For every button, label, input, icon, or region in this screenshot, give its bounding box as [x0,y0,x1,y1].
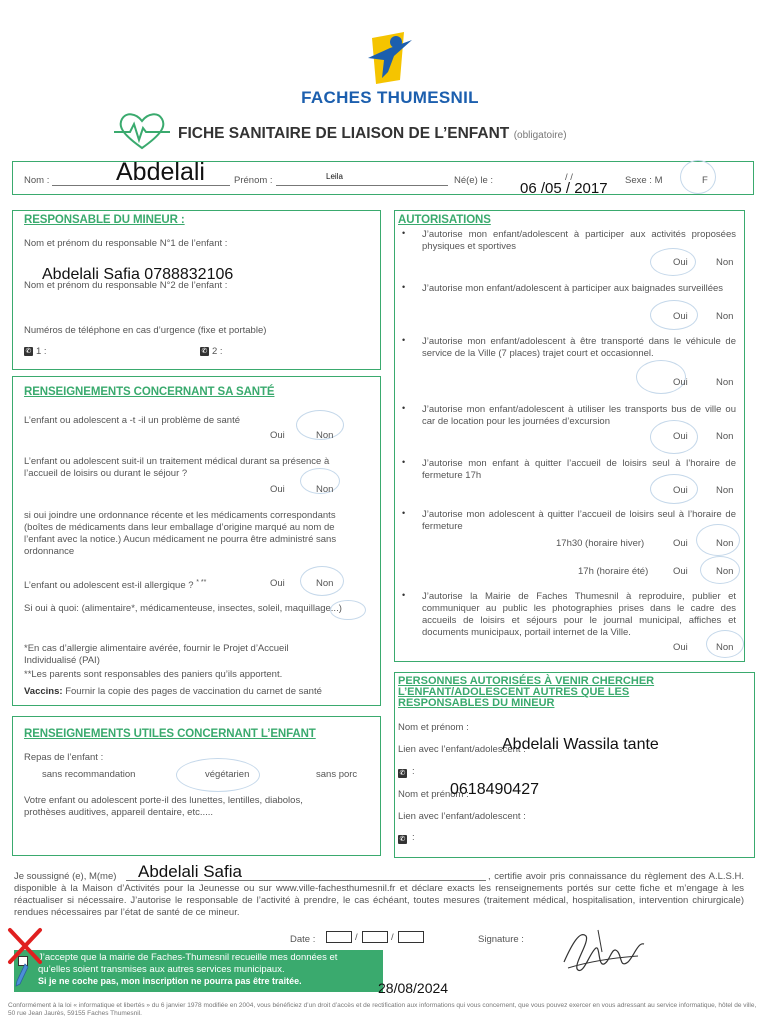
q1-non[interactable]: Non [316,430,334,441]
personne1-value[interactable]: Abdelali Wassila tante [502,736,659,753]
utiles-title: RENSEIGNEMENTS UTILES CONCERNANT L’ENFANT [24,728,316,740]
repas-sans-porc[interactable]: sans porc [316,769,358,780]
phone-icon: ✆ [25,348,32,355]
hiver-non[interactable]: Non [716,538,734,549]
bullet: • [402,508,406,518]
responsable-title: RESPONSABLE DU MINEUR : [24,214,185,226]
q2-oui[interactable]: Oui [270,484,285,495]
sante-q1: L’enfant ou adolescent a -t -il un problème de santé [24,415,241,426]
bullet: • [402,590,406,600]
date-day-field[interactable] [326,931,352,943]
prenom-value[interactable]: Leila [326,172,343,181]
auth4-non[interactable]: Non [716,431,734,442]
autorisation-6: J’autorise mon adolescent à quitter l’accueil de loisirs seul à l’horaire de fermeture [422,509,736,532]
vaccins-line [24,686,322,698]
vaccins-label: Vaccins: [24,686,63,697]
declaration-text: , certifie avoir pris connaissance du règlement des A.L.S.H. disponible à la Maison d’Activités pour la Jeunesse ou sur www.ville-fachesthumesnil.fr et déclare exacts les renseignements portés sur cette fiche et m’engage à les réactualiser si nécessaire. J’autorise le responsable de l’activité à prendre, le cas échéant, toutes mesures (traitement médical, hospitalisation, intervention chirurgicale) rendues nécessaires par l’état de santé de ce mineur. [14,871,744,918]
phone1-label: 1 : [36,346,47,357]
auth7-oui[interactable]: Oui [673,642,688,653]
horaire-hiver-label: 17h30 (horaire hiver) [556,538,645,549]
si-oui-label: Si oui à quoi: (alimentaire*, médicamenteuse, insectes, soleil, maquillage...) [24,603,342,614]
auth1-non[interactable]: Non [716,257,734,268]
personne1-phone-sep: : [412,766,415,777]
personne1-nom-label: Nom et prénom : [398,722,469,733]
city-logo-icon [360,28,420,88]
bullet: • [402,228,406,238]
footer-legal: Conformément à la loi « informatique et libertés » du 6 janvier 1978 modifiée en 2004, vous bénéficiez d’un droit d’accès et de rectification aux informations qui vous concernent, que vous pouvez exercer en vous adressant au service informatique, hôtel de ville, 50 rue Jean Jaurès, 59155 Faches Thumesnil. [8,1002,757,1017]
signature-drawing[interactable] [558,922,648,982]
q1-oui[interactable]: Oui [270,430,285,441]
hiver-oui[interactable]: Oui [673,538,688,549]
allergy-note2: **Les parents sont responsables des paniers qu’ils apportent. [24,669,283,680]
phone-icon: ✆ [201,348,208,355]
form-title [178,125,567,143]
bullet: • [402,335,406,345]
prenom-underline [276,185,448,186]
autorisation-1: J’autorise mon enfant/adolescent à participer aux activités proposées physiques et sportives [422,229,736,252]
ne-le-value[interactable]: 06 /05 / 2017 [520,180,608,197]
auth5-oui[interactable]: Oui [673,485,688,496]
q3-non[interactable]: Non [316,578,334,589]
pencil-icon [14,962,30,988]
phone-icon: ✆ [399,836,406,843]
q3-oui[interactable]: Oui [270,578,285,589]
sexe-m-circle[interactable] [680,160,716,194]
date-sep: / [355,932,358,943]
autorisation-4: J’autorise mon enfant/adolescent à utiliser les transports bus de ville ou car de location pour les journées d’excursion [422,404,736,427]
ete-oui[interactable]: Oui [673,566,688,577]
personne2-nom-label: Nom et prénom : [398,789,469,800]
lunettes-text: Votre enfant ou adolescent porte-il des lunettes, lentilles, diabolos, prothèses auditives, appareil dentaire, etc..... [24,795,303,818]
personne1-phone-value[interactable]: 0618490427 [450,781,539,798]
auth3-oui[interactable]: Oui [673,377,688,388]
resp1-value[interactable]: Abdelali Safia 0788832106 [42,266,234,283]
resp2-label: Nom et prénom du responsable N°2 de l’enfant : [24,280,228,291]
sexe-f-label: F [702,175,708,186]
sante-q2: L’enfant ou adolescent suit-il un traitement médical durant sa présence à l’accueil de loisirs ou durant le séjour ? [24,456,330,479]
q2-non[interactable]: Non [316,484,334,495]
signature-label: Signature : [478,934,524,945]
signer-name[interactable]: Abdelali Safia [138,862,242,881]
sexe-label: Sexe : M [625,175,663,186]
autorisation-2: J’autorise mon enfant/adolescent à participer aux baignades surveillées [422,283,724,294]
date-sep: / [391,932,394,943]
repas-label: Repas de l’enfant : [24,752,104,763]
consent-bold: Si je ne coche pas, mon inscription ne pourra pas être traitée. [38,976,302,986]
autorisation-7: J’autorise la Mairie de Faches Thumesnil à reproduire, publier et communiquer au public les photographies prises dans le cadre des accueils de loisirs et séjours pour le journal municipal, affiches et documents municipaux, portail internet de la Ville. [422,591,736,638]
heart-pulse-icon [112,110,172,152]
resp1-label: Nom et prénom du responsable N°1 de l’enfant : [24,238,228,249]
vaccins-text: Fournir la copie des pages de vaccination du carnet de santé [65,686,322,697]
date-slashes: / / [565,172,573,183]
allergy-circle[interactable] [330,600,366,620]
auth1-oui[interactable]: Oui [673,257,688,268]
form-subtitle: (obligatoire) [513,130,567,141]
bullet: • [402,457,406,467]
autorisation-3: J’autorise mon enfant/adolescent à être transporté dans le véhicule de service de la Ville (7 places) trajet court et occasionnel. [422,336,736,359]
auth7-non[interactable]: Non [716,642,734,653]
date-value[interactable]: 28/08/2024 [378,980,449,996]
phone2-label: 2 : [212,346,223,357]
ete-non[interactable]: Non [716,566,734,577]
je-soussigne-label: Je soussigné (e), M(me) [14,871,117,882]
form-title-text: FICHE SANITAIRE DE LIAISON DE L’ENFANT [178,125,510,142]
date-label: Date : [290,934,316,945]
date-year-field[interactable] [398,931,424,943]
sante-q3 [24,577,206,592]
bullet: • [402,403,406,413]
nom-value[interactable]: Abdelali [116,158,205,186]
personne2-lien-label: Lien avec l’enfant/adolescent : [398,811,526,822]
city-name: FACHES THUMESNIL [301,88,479,107]
autorisations-title: AUTORISATIONS [398,214,491,226]
horaire-ete-label: 17h (horaire été) [578,566,649,577]
q3-text: L’enfant ou adolescent est-il allergique ? [24,580,194,592]
allergy-note1: *En cas d’allergie alimentaire avérée, fournir le Projet d’Accueil Individualisé (PAI) [24,643,289,666]
auth4-oui[interactable]: Oui [673,431,688,442]
nom-label: Nom : [24,175,50,186]
sante-title: RENSEIGNEMENTS CONCERNANT SA SANTÉ [24,386,275,398]
auth3-non[interactable]: Non [716,377,734,388]
bullet: • [402,282,406,292]
prenom-label: Prénom : [234,175,273,186]
auth5-non[interactable]: Non [716,485,734,496]
ordonnance-text: si oui joindre une ordonnance récente et les médicaments correspondants (boîtes de médicaments dans leur emballage d’origine marqué au nom de l’enfant avec la notice.) Aucun médicament ne pourra être administré sans ordonnance [24,510,337,557]
repas-vegetarien[interactable]: végétarien [205,769,250,780]
autorisation-5: J’autorise mon enfant à quitter l’accueil de loisirs seul à l’horaire de fermeture 17h [422,458,736,481]
auth2-non[interactable]: Non [716,311,734,322]
consent-text: J’accepte que la mairie de Faches-Thumesnil recueille mes données et qu’elles soient transmises aux autres services municipaux. [38,952,338,975]
phone-icon: ✆ [399,770,406,777]
date-month-field[interactable] [362,931,388,943]
personnes-title: PERSONNES AUTORISÉES À VENIR CHERCHER L’ENFANT/ADOLESCENT AUTRES QUE LES RESPONSABLES DU MINEUR [398,675,655,709]
ne-le-label: Né(e) le : [454,175,494,186]
auth2-oui[interactable]: Oui [673,311,688,322]
personne1-lien-label: Lien avec l’enfant/adolescent : [398,744,526,755]
q3-stars: * ** [196,579,207,586]
red-cross-icon [6,926,44,966]
repas-sans-recommandation[interactable]: sans recommandation [42,769,136,780]
phones-label: Numéros de téléphone en cas d’urgence (fixe et portable) [24,325,267,336]
personne2-phone-sep: : [412,832,415,843]
